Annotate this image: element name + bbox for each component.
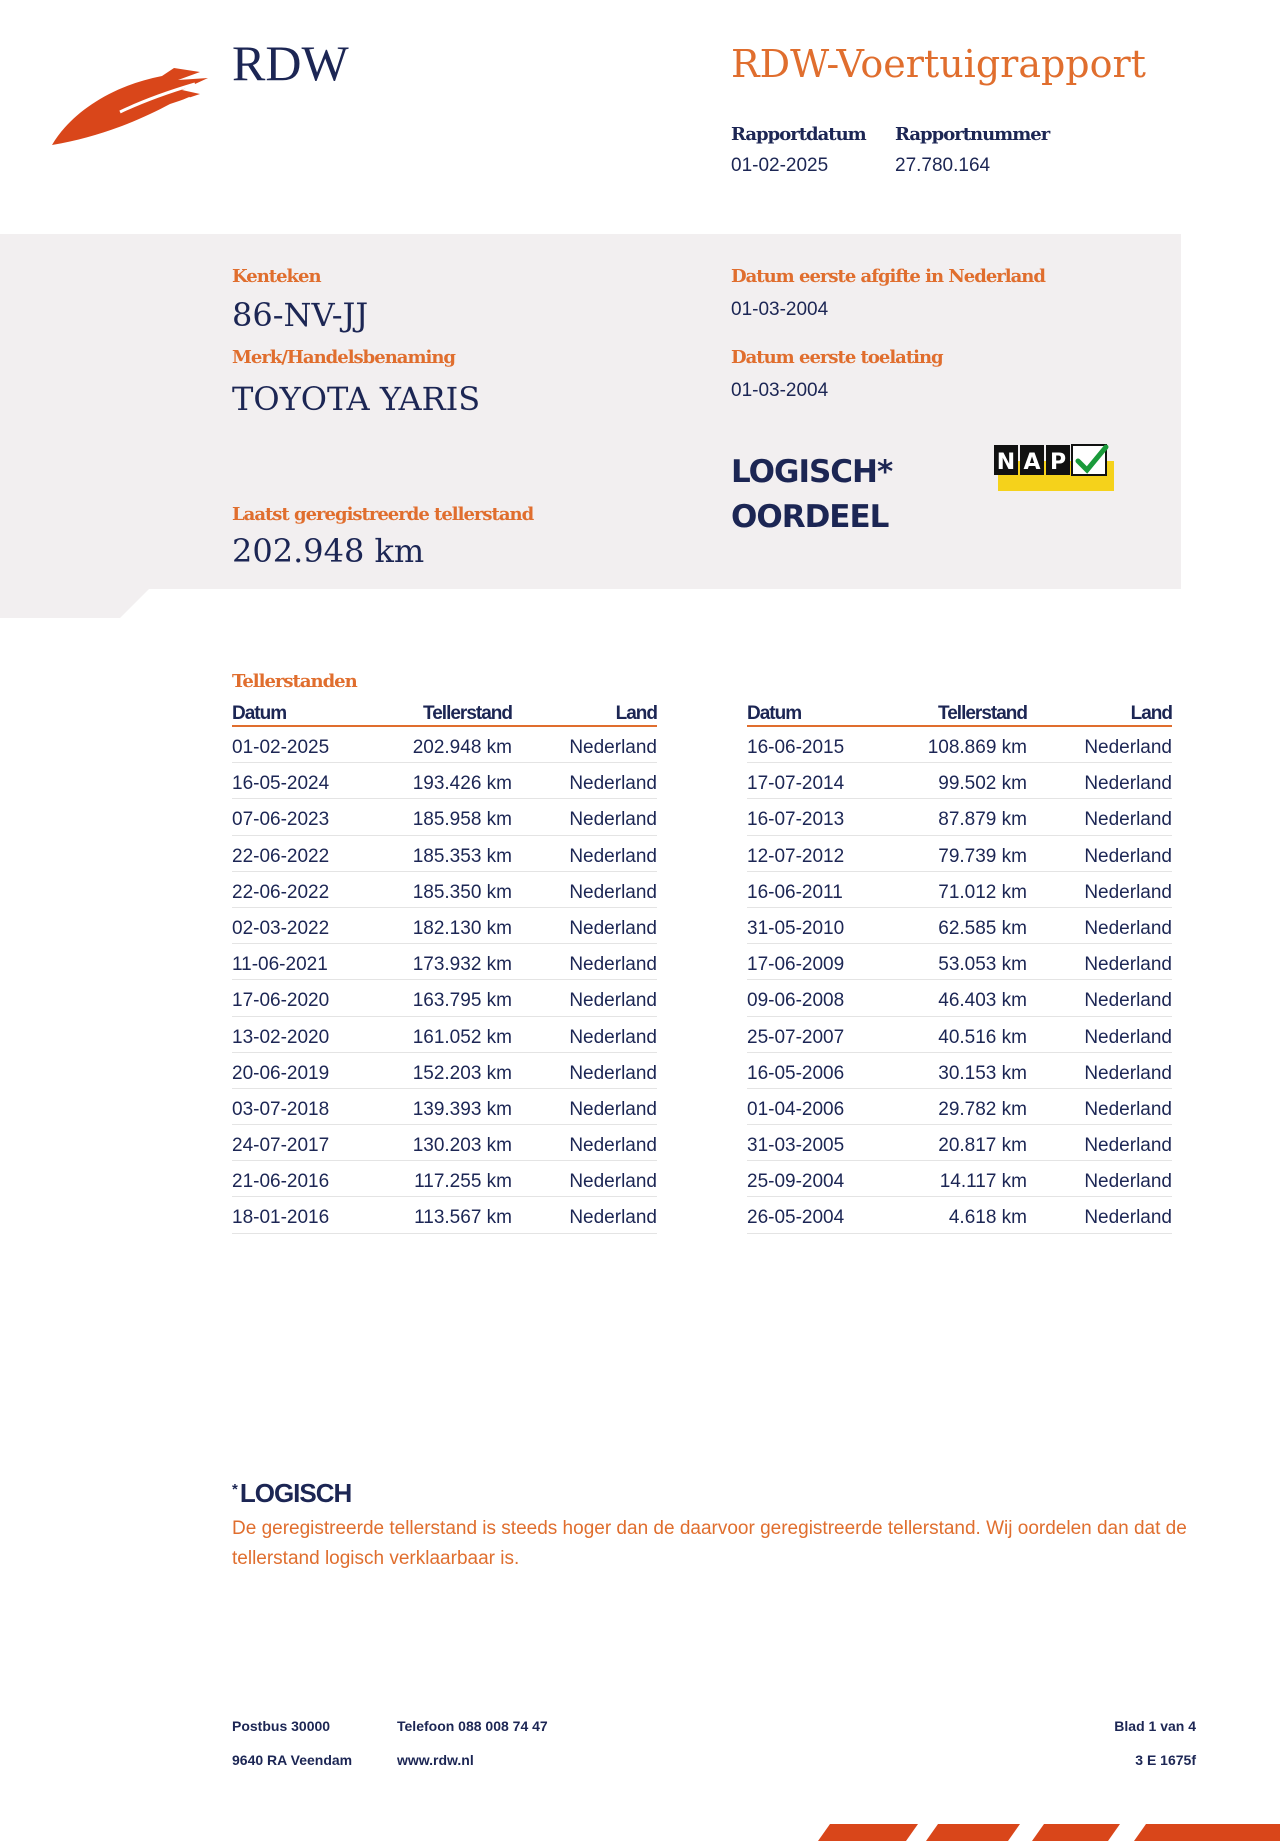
reading-date: 13-02-2020 [232, 1026, 330, 1048]
reading-row [747, 1089, 1172, 1125]
reading-km: 185.958 km [412, 809, 512, 831]
reading-row [747, 908, 1172, 944]
reading-km: 14.117 km [939, 1171, 1027, 1193]
reading-date: 17-06-2009 [747, 954, 845, 976]
reading-row [232, 872, 657, 908]
reading-country: Nederland [569, 881, 657, 903]
reading-row [232, 1197, 657, 1233]
panel-tail-decoration [0, 588, 150, 618]
make-value: TOYOTA YARIS [232, 380, 481, 418]
reading-row [747, 1197, 1172, 1233]
reading-row [232, 980, 657, 1016]
reading-country: Nederland [1084, 1026, 1172, 1048]
verdict [731, 450, 892, 540]
odometer-label: Laatst geregistreerde tellerstand [232, 504, 534, 525]
reading-country: Nederland [569, 737, 657, 758]
reading-country: Nederland [569, 990, 657, 1012]
reading-country: Nederland [569, 1098, 657, 1120]
reading-km: 20.817 km [938, 1135, 1027, 1157]
reading-country: Nederland [569, 1062, 657, 1084]
nap-letter-a: A [1023, 450, 1041, 475]
reading-date: 31-03-2005 [747, 1135, 845, 1157]
reading-country: Nederland [1084, 1062, 1172, 1084]
reading-date: 02-03-2022 [232, 917, 330, 939]
reading-km: 152.203 km [412, 1062, 512, 1084]
reading-date: 22-06-2022 [232, 881, 330, 903]
report-number-label: Rapportnummer [895, 124, 1050, 145]
footer-code: 3 E 1675f [1135, 1752, 1196, 1768]
reading-date: 16-06-2015 [747, 737, 845, 758]
readings-title: Tellerstanden [232, 671, 357, 692]
note-text: De geregistreerde tellerstand is steeds hoger dan de daarvoor geregistreerde tellerstand. Wij oordelen dan dat de tellerstand logisch verklaarbaar is. [232, 1518, 1187, 1569]
reading-date: 11-06-2021 [232, 954, 328, 976]
reading-row [232, 944, 657, 980]
reading-km: 185.353 km [412, 845, 512, 867]
first-admission-value: 01-03-2004 [731, 380, 829, 401]
first-admission-label: Datum eerste toelating [731, 347, 943, 368]
header-date: Datum [232, 703, 287, 724]
reading-date: 07-06-2023 [232, 809, 330, 831]
report-number: 27.780.164 [895, 155, 991, 176]
reading-km: 4.618 km [948, 1207, 1027, 1229]
plate-value: 86-NV-JJ [232, 296, 369, 334]
reading-km: 193.426 km [412, 773, 512, 795]
reading-km: 87.879 km [938, 809, 1027, 831]
reading-row [232, 1161, 657, 1197]
reading-km: 117.255 km [414, 1171, 512, 1193]
reading-row [747, 1125, 1172, 1161]
reading-country: Nederland [569, 1026, 657, 1048]
reading-row [747, 799, 1172, 835]
reading-row [232, 1125, 657, 1161]
reading-country: Nederland [1084, 773, 1172, 795]
reading-country: Nederland [569, 809, 657, 831]
reading-row [232, 727, 657, 763]
reading-date: 09-06-2008 [747, 990, 845, 1012]
reading-km: 130.203 km [412, 1135, 512, 1157]
readings-header-left [232, 700, 657, 727]
footer-city: 9640 RA Veendam [232, 1752, 353, 1768]
note-marker: * [232, 1481, 237, 1498]
reading-country: Nederland [1084, 809, 1172, 831]
reading-row [232, 1089, 657, 1125]
reading-row [747, 727, 1172, 763]
readings-rows-right [747, 727, 1172, 1234]
reading-date: 17-06-2020 [232, 990, 330, 1012]
reading-row [747, 980, 1172, 1016]
plate-label: Kenteken [232, 266, 321, 287]
first-registration-nl-value: 01-03-2004 [731, 299, 829, 320]
reading-country: Nederland [1084, 1098, 1172, 1120]
reading-date: 16-05-2024 [232, 773, 330, 795]
reading-km: 161.052 km [412, 1026, 512, 1048]
reading-row [747, 836, 1172, 872]
header-land: Land [615, 703, 657, 724]
readings-header-right [747, 700, 1172, 727]
header-km: Tellerstand [423, 703, 512, 724]
note-title-text: LOGISCH [239, 1478, 352, 1508]
reading-date: 17-07-2014 [747, 773, 845, 795]
reading-country: Nederland [569, 954, 657, 976]
reading-date: 18-01-2016 [232, 1207, 330, 1229]
footer-page-number: Blad 1 van 4 [1114, 1718, 1196, 1734]
rdw-wing-logo-icon [50, 62, 210, 152]
reading-km: 173.932 km [412, 954, 512, 976]
first-registration-nl-label: Datum eerste afgifte in Nederland [731, 266, 1045, 287]
reading-date: 20-06-2019 [232, 1062, 330, 1084]
reading-country: Nederland [1084, 1207, 1172, 1229]
reading-country: Nederland [1084, 845, 1172, 867]
reading-km: 40.516 km [938, 1026, 1027, 1048]
reading-date: 31-05-2010 [747, 917, 845, 939]
reading-date: 01-04-2006 [747, 1098, 845, 1120]
reading-row [232, 1053, 657, 1089]
reading-row [747, 763, 1172, 799]
reading-country: Nederland [1084, 917, 1172, 939]
reading-date: 12-07-2012 [747, 845, 845, 867]
reading-km: 29.782 km [938, 1098, 1027, 1120]
reading-km: 62.585 km [938, 917, 1027, 939]
nap-letter-n: N [996, 450, 1016, 475]
note-title [232, 1478, 351, 1509]
make-label: Merk/Handelsbenaming [232, 347, 456, 368]
odometer-value: 202.948 km [232, 532, 425, 570]
reading-row [232, 799, 657, 835]
reading-date: 03-07-2018 [232, 1098, 330, 1120]
summary-panel [0, 234, 1181, 589]
nap-check-icon [994, 443, 1118, 493]
reading-country: Nederland [569, 845, 657, 867]
footer-website[interactable]: www.rdw.nl [397, 1752, 474, 1768]
reading-date: 21-06-2016 [232, 1171, 330, 1193]
reading-row [747, 872, 1172, 908]
reading-date: 16-06-2011 [747, 881, 843, 903]
reading-row [747, 1017, 1172, 1053]
reading-row [232, 763, 657, 799]
reading-row [232, 836, 657, 872]
reading-date: 01-02-2025 [232, 737, 330, 758]
reading-km: 113.567 km [414, 1207, 512, 1229]
reading-country: Nederland [569, 917, 657, 939]
reading-km: 79.739 km [938, 845, 1027, 867]
reading-country: Nederland [569, 773, 657, 795]
reading-country: Nederland [1084, 881, 1172, 903]
reading-km: 53.053 km [938, 954, 1027, 976]
bottom-stripe-decoration [800, 1820, 1280, 1841]
report-date-label: Rapportdatum [731, 124, 866, 145]
reading-row [232, 1017, 657, 1053]
reading-row [232, 908, 657, 944]
readings-table-left [232, 700, 657, 1234]
brand-name: RDW [232, 35, 349, 91]
reading-date: 22-06-2022 [232, 845, 330, 867]
report-title: RDW-Voertuigrapport [731, 42, 1146, 86]
footer-po-box: Postbus 30000 [232, 1718, 331, 1734]
reading-km: 99.502 km [938, 773, 1027, 795]
reading-km: 46.403 km [938, 990, 1027, 1012]
reading-date: 16-07-2013 [747, 809, 845, 831]
reading-date: 24-07-2017 [232, 1135, 330, 1157]
readings-table-right [747, 700, 1172, 1234]
header-land: Land [1130, 703, 1172, 724]
reading-km: 185.350 km [412, 881, 512, 903]
reading-date: 16-05-2006 [747, 1062, 845, 1084]
reading-km: 108.869 km [927, 737, 1027, 758]
report-date: 01-02-2025 [731, 155, 829, 176]
reading-km: 139.393 km [412, 1098, 512, 1120]
readings-rows-left [232, 727, 657, 1234]
reading-date: 25-07-2007 [747, 1026, 845, 1048]
header-date: Datum [747, 703, 802, 724]
reading-country: Nederland [569, 1135, 657, 1157]
reading-country: Nederland [1084, 1171, 1172, 1193]
header-km: Tellerstand [938, 703, 1027, 724]
reading-km: 182.130 km [412, 917, 512, 939]
verdict-line-2: OORDEEL [731, 499, 889, 535]
verdict-line-1: LOGISCH* [731, 454, 893, 490]
reading-row [747, 1161, 1172, 1197]
reading-km: 71.012 km [938, 881, 1027, 903]
reading-km: 202.948 km [412, 737, 512, 758]
footer-phone: Telefoon 088 008 74 47 [397, 1718, 548, 1734]
reading-country: Nederland [1084, 737, 1172, 758]
reading-country: Nederland [569, 1171, 657, 1193]
reading-country: Nederland [569, 1207, 657, 1229]
reading-date: 25-09-2004 [747, 1171, 845, 1193]
reading-country: Nederland [1084, 954, 1172, 976]
reading-country: Nederland [1084, 990, 1172, 1012]
reading-country: Nederland [1084, 1135, 1172, 1157]
reading-row [747, 1053, 1172, 1089]
reading-row [747, 944, 1172, 980]
reading-km: 163.795 km [412, 990, 512, 1012]
reading-km: 30.153 km [938, 1062, 1027, 1084]
nap-letter-p: P [1049, 450, 1067, 475]
reading-date: 26-05-2004 [747, 1207, 845, 1229]
